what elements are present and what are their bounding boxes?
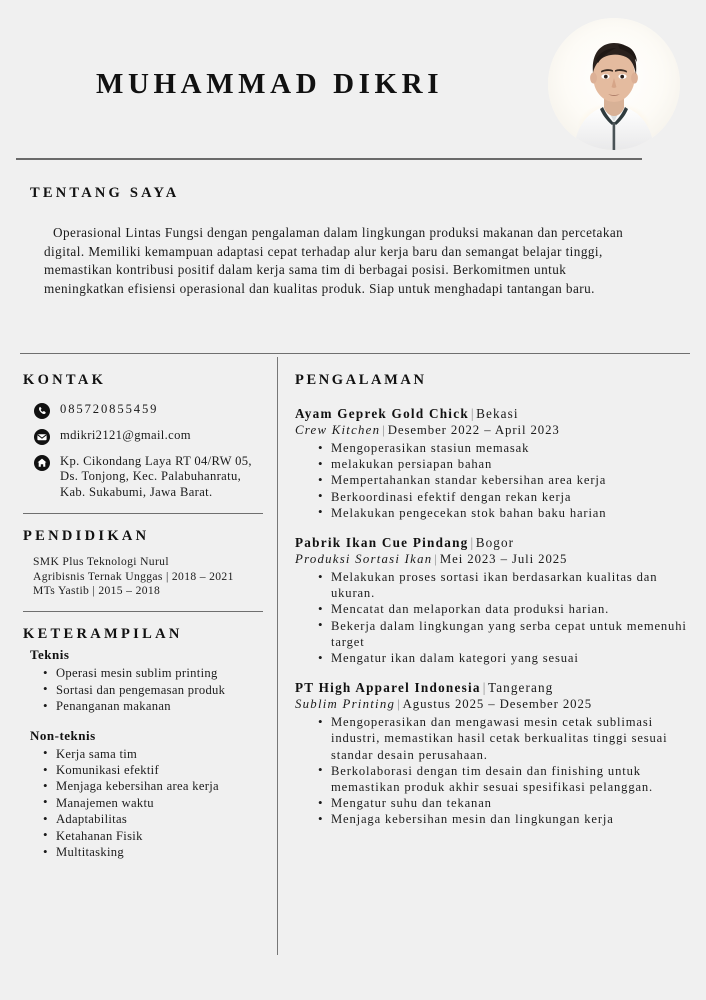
experience-entry <box>295 679 691 827</box>
about-section <box>0 185 706 298</box>
portrait-photo-icon <box>548 18 680 150</box>
experience-list <box>295 405 691 828</box>
contact-education-divider <box>23 513 263 514</box>
job-city: Bekasi <box>476 406 519 421</box>
list-item: • Komunikasi efektif <box>43 762 267 778</box>
left-column <box>23 372 267 861</box>
job-bullets <box>318 714 691 827</box>
education-section <box>23 528 267 598</box>
job-role: Sublim Printing <box>295 697 396 712</box>
job-role: Crew Kitchen <box>295 423 381 437</box>
education-entry: SMK Plus Teknologi Nurul <box>33 555 169 569</box>
list-item: • melakukan persiapan bahan <box>318 456 691 472</box>
education-title: PENDIDIKAN <box>23 528 150 545</box>
page-title: MUHAMMAD DIKRI <box>96 68 444 100</box>
education-skills-divider <box>23 611 263 612</box>
list-item: • Kerja sama tim <box>43 746 267 762</box>
list-item: • Menjaga kebersihan area kerja <box>43 778 267 794</box>
list-item: • Mencatat dan melaporkan data produksi harian. <box>318 601 691 617</box>
list-item: • Berkolaborasi dengan tim desain dan finishing untuk memastikan produk akhir sesuai spesifikasi pelanggan. <box>318 763 691 795</box>
column-divider <box>277 357 278 955</box>
list-item: • Adaptabilitas <box>43 811 267 827</box>
right-column <box>295 372 691 841</box>
job-header <box>295 534 691 551</box>
list-item: • Mengatur suhu dan tekanan <box>318 795 691 811</box>
envelope-icon <box>34 429 50 445</box>
list-item: • Penanganan makanan <box>43 698 267 714</box>
job-city: Tangerang <box>487 680 554 696</box>
job-bullets <box>318 569 691 666</box>
main-divider <box>20 353 690 354</box>
job-separator: | <box>382 423 386 437</box>
list-item: • Melakukan proses sortasi ikan berdasarkan kualitas dan ukuran. <box>318 569 691 601</box>
job-separator: | <box>470 406 475 421</box>
education-entries <box>33 555 267 598</box>
phone-icon <box>34 403 50 419</box>
job-header <box>295 679 691 696</box>
list-item: • Mengoperasikan stasiun memasak <box>318 440 691 456</box>
job-subheader <box>295 422 691 439</box>
list-item: • Mempertahankan standar kebersihan area kerja <box>318 472 691 488</box>
job-city: Bogor <box>475 535 515 551</box>
contact-item-email[interactable] <box>34 428 267 445</box>
contact-address-value: Kp. Cikondang Laya RT 04/RW 05, Ds. Tonjong, Kec. Palabuhanratu, Kab. Sukabumi, Jawa Barat. <box>60 454 252 499</box>
about-text: Operasional Lintas Fungsi dengan pengalaman dalam lingkungan produksi makanan dan percetakan digital. Memiliki kemampuan adaptasi cepat terhadap alur kerja baru dan semangat belajar tinggi, memastikan kontribusi positif dalam kerja sama tim di berbagai posisi. Berkomitmen untuk meningkatkan efisiensi operasional dan kualitas produk. Siap untuk menghadapi tantangan baru. <box>44 225 624 296</box>
list-item: • Melakukan pengecekan stok bahan baku harian <box>318 505 691 521</box>
list-item: • Manajemen waktu <box>43 795 267 811</box>
job-separator: | <box>470 535 474 551</box>
job-period: Desember 2022 – April 2023 <box>387 423 560 437</box>
list-item: • Operasi mesin sublim printing <box>43 665 267 681</box>
job-separator: | <box>482 680 486 696</box>
education-entry: Agribisnis Ternak Unggas | 2018 – 2021 <box>33 569 234 583</box>
job-separator: | <box>397 697 401 712</box>
list-item: • Sortasi dan pengemasan produk <box>43 682 267 698</box>
skills-group-label: Non-teknis <box>30 727 96 743</box>
list-item: • Multitasking <box>43 844 267 860</box>
contact-list <box>23 402 267 500</box>
contact-title: KONTAK <box>23 372 107 388</box>
list-item: • Mengatur ikan dalam kategori yang sesuai <box>318 650 691 666</box>
job-company: Pabrik Ikan Cue Pindang <box>295 535 469 551</box>
job-period: Mei 2023 – Juli 2025 <box>439 552 568 567</box>
job-bullets <box>318 440 691 521</box>
about-title: TENTANG SAYA <box>30 185 180 201</box>
list-item: • Menjaga kebersihan mesin dan lingkungan kerja <box>318 811 691 827</box>
header-divider <box>16 158 642 160</box>
skills-group-label: Teknis <box>30 647 70 663</box>
job-company: PT High Apparel Indonesia <box>295 680 481 696</box>
contact-item-phone[interactable] <box>34 402 267 419</box>
contact-item-address <box>34 454 267 500</box>
list-item: • Berkoordinasi efektif dengan rekan kerja <box>318 489 691 505</box>
experience-entry <box>295 405 691 521</box>
job-period: Agustus 2025 – Desember 2025 <box>402 697 593 712</box>
skills-title: KETERAMPILAN <box>23 626 183 643</box>
education-entry: MTs Yastib | 2015 – 2018 <box>33 584 161 598</box>
job-company: Ayam Geprek Gold Chick <box>295 406 469 421</box>
header <box>0 0 706 152</box>
list-item: • Bekerja dalam lingkungan yang serba cepat untuk memenuhi target <box>318 618 691 650</box>
list-item: • Mengoperasikan dan mengawasi mesin cetak sublimasi industri, memastikan hasil cetak berkualitas tinggi sesuai standar desain perusahaan. <box>318 714 691 763</box>
experience-entry <box>295 534 691 666</box>
list-item: • Ketahanan Fisik <box>43 828 267 844</box>
contact-email-value: mdikri2121@gmail.com <box>60 428 191 442</box>
skills-section <box>23 626 267 860</box>
job-subheader <box>295 696 691 713</box>
home-icon <box>34 455 50 471</box>
skills-list-technical <box>43 665 267 714</box>
skills-list-nontechnical <box>43 746 267 861</box>
job-header <box>295 405 691 422</box>
job-separator: | <box>434 552 438 567</box>
avatar <box>548 18 680 150</box>
job-role: Produksi Sortasi Ikan <box>295 552 433 567</box>
contact-phone-value: 085720855459 <box>60 402 159 416</box>
experience-title: PENGALAMAN <box>295 372 427 388</box>
job-subheader <box>295 551 691 568</box>
